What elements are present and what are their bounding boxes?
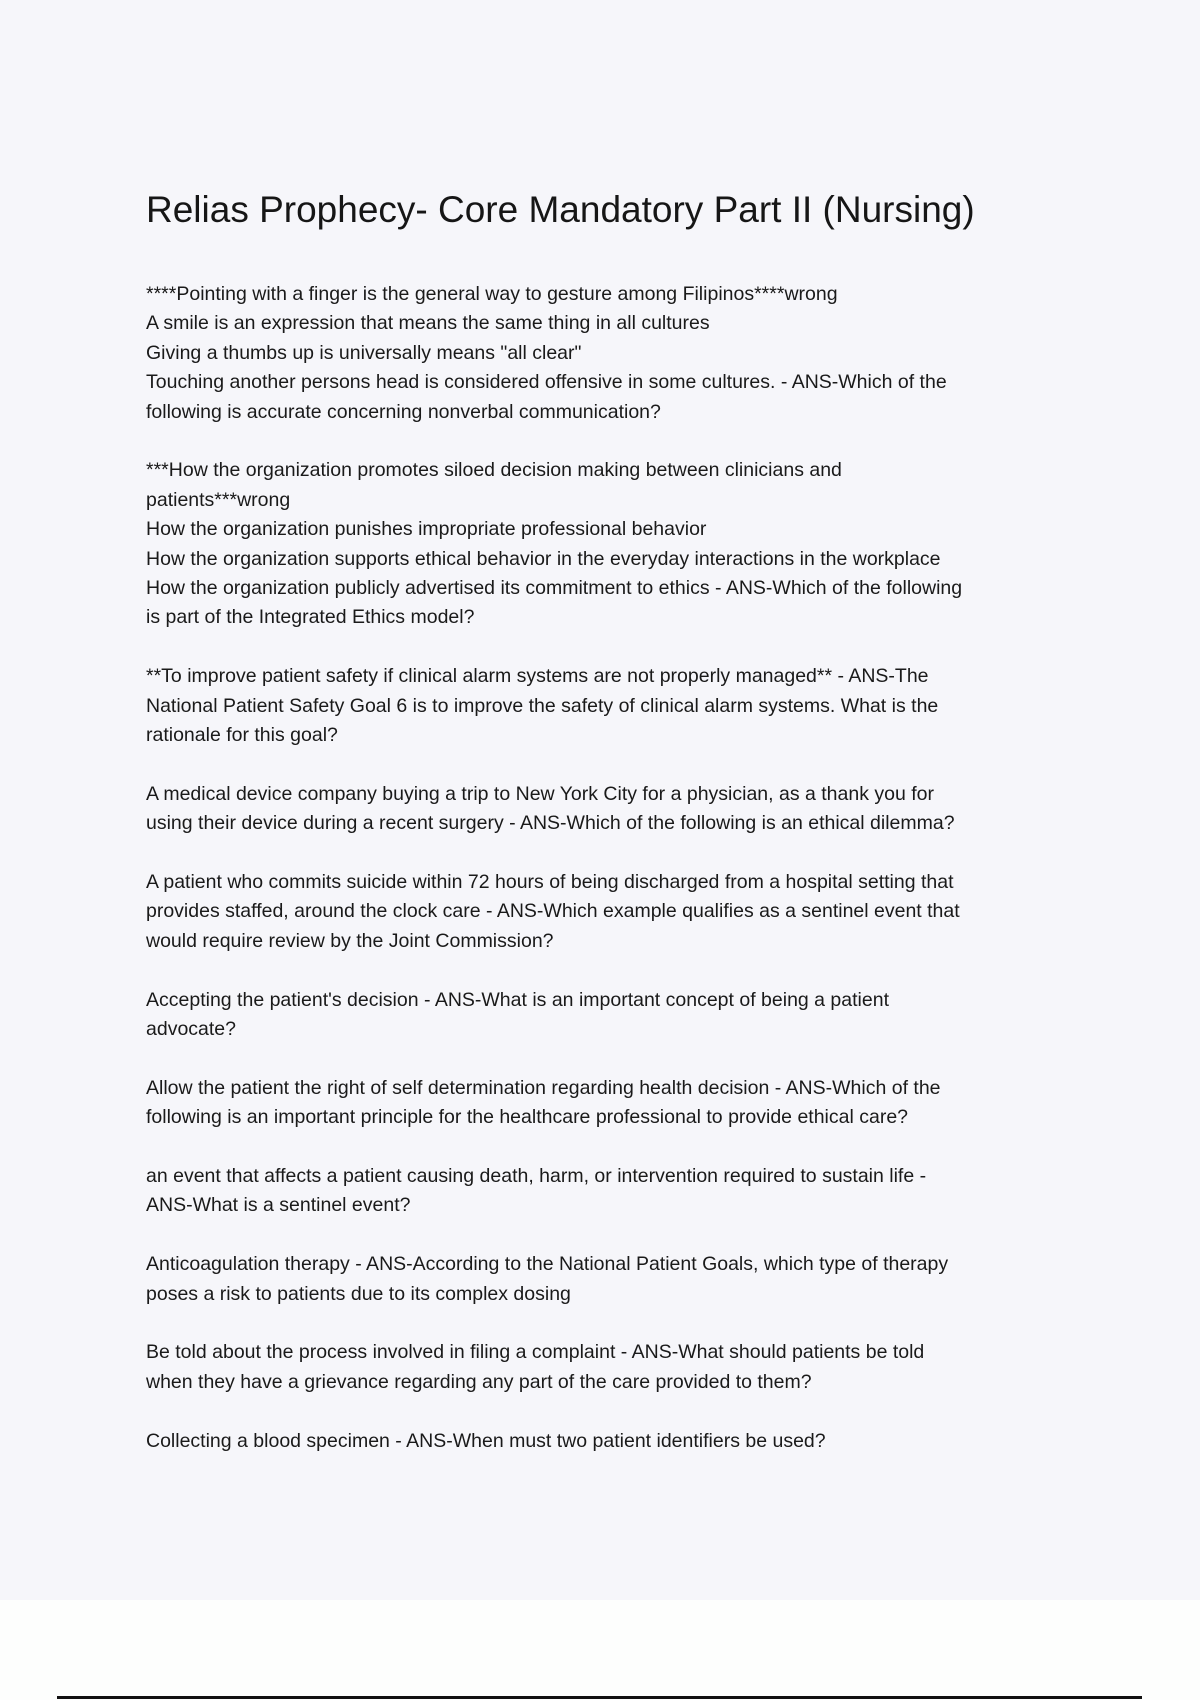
text-line: provides staffed, around the clock care - ANS-Which example qualifies as a sentinel event that: [146, 900, 960, 923]
qa-paragraph: [146, 1338, 1146, 1397]
text-line: Be told about the process involved in filing a complaint - ANS-What should patients be told: [146, 1341, 925, 1364]
text-line: How the organization punishes impropriate professional behavior: [146, 518, 707, 541]
text-line: **To improve patient safety if clinical alarm systems are not properly managed** - ANS-The: [146, 665, 929, 688]
page-divider: [57, 1696, 1142, 1699]
text-line: Touching another persons head is considered offensive in some cultures. - ANS-Which of the: [146, 371, 947, 394]
text-line: How the organization supports ethical behavior in the everyday interactions in the workplace: [146, 547, 941, 570]
text-line: would require review by the Joint Commission?: [146, 929, 554, 952]
text-line: Anticoagulation therapy - ANS-According to the National Patient Goals, which type of therapy: [146, 1253, 949, 1276]
text-line: Giving a thumbs up is universally means "all clear": [146, 341, 582, 364]
text-line: rationale for this goal?: [146, 724, 338, 747]
text-line: Collecting a blood specimen - ANS-When must two patient identifiers be used?: [146, 1429, 826, 1452]
text-line: ***How the organization promotes siloed decision making between clinicians and: [146, 459, 842, 482]
text-line: an event that affects a patient causing death, harm, or intervention required to sustain life -: [146, 1165, 927, 1188]
text-line: A patient who commits suicide within 72 hours of being discharged from a hospital setting that: [146, 871, 954, 894]
text-line: National Patient Safety Goal 6 is to improve the safety of clinical alarm systems. What is the: [146, 694, 939, 717]
text-line: Allow the patient the right of self determination regarding health decision - ANS-Which of the: [146, 1076, 941, 1099]
text-line: poses a risk to patients due to its complex dosing: [146, 1282, 571, 1305]
text-line: advocate?: [146, 1018, 236, 1041]
qa-paragraph: [146, 456, 1146, 632]
qa-paragraph: [146, 986, 1146, 1045]
text-line: when they have a grievance regarding any part of the care provided to them?: [146, 1370, 812, 1393]
text-line: patients***wrong: [146, 488, 291, 511]
qa-paragraph: [146, 868, 1146, 956]
qa-paragraph: [146, 1427, 1146, 1456]
qa-paragraph: [146, 1162, 1146, 1221]
qa-paragraph: [146, 280, 1146, 427]
qa-paragraph: [146, 1250, 1146, 1309]
text-line: using their device during a recent surgery - ANS-Which of the following is an ethical dilemma?: [146, 812, 955, 835]
text-line: ****Pointing with a finger is the general way to gesture among Filipinos****wrong: [146, 283, 838, 305]
text-line: is part of the Integrated Ethics model?: [146, 606, 475, 629]
text-line: A smile is an expression that means the same thing in all cultures: [146, 312, 710, 335]
text-line: ANS-What is a sentinel event?: [146, 1194, 411, 1217]
text-line: following is an important principle for the healthcare professional to provide ethical care?: [146, 1106, 909, 1129]
text-line: Accepting the patient's decision - ANS-What is an important concept of being a patient: [146, 988, 889, 1011]
qa-paragraph: [146, 662, 1146, 750]
text-line: A medical device company buying a trip to New York City for a physician, as a thank you for: [146, 782, 934, 805]
document-title: Relias Prophecy- Core Mandatory Part II (Nursing): [146, 189, 975, 230]
text-line: following is accurate concerning nonverbal communication?: [146, 400, 661, 423]
document-body: [146, 280, 1146, 1485]
qa-paragraph: [146, 780, 1146, 839]
qa-paragraph: [146, 1074, 1146, 1133]
text-line: How the organization publicly advertised its commitment to ethics - ANS-Which of the following: [146, 577, 963, 600]
